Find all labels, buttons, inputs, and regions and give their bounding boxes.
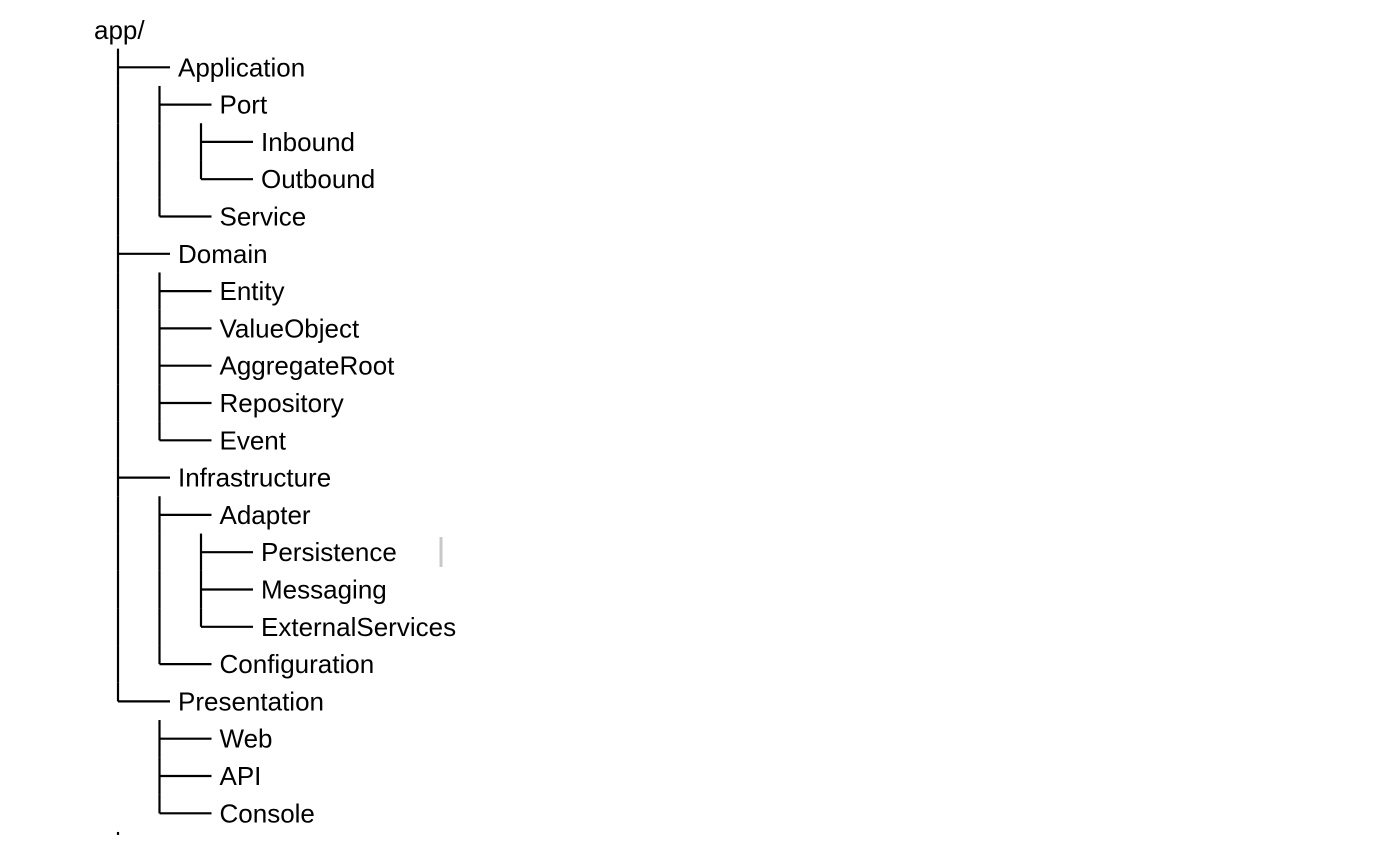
tree-node-label: Presentation [178, 686, 324, 717]
tree-node-label: Inbound [261, 126, 355, 157]
tree-node-label: Messaging [261, 574, 387, 605]
tree-node-label: Console [219, 798, 315, 829]
tree-node-label: Adapter [219, 499, 311, 530]
tree-node-label: Outbound [261, 164, 376, 195]
tree-node-label: Event [219, 425, 286, 456]
tree-node-label: Infrastructure [178, 462, 332, 493]
tree-node-label: AggregateRoot [219, 350, 395, 381]
tree-node-label: Repository [219, 388, 344, 418]
tree-node-label: Port [219, 89, 268, 120]
tree-nodes [118, 49, 456, 835]
tree-node-label: Entity [219, 276, 285, 307]
tree-node-label: Application [178, 52, 306, 83]
tree-node-label: Configuration [219, 649, 375, 680]
tree-node-label: ValueObject [219, 313, 360, 344]
tree-node-label: Web [219, 723, 273, 754]
tree-node-label: Persistence [261, 537, 397, 568]
tree-root-label: app/ [94, 15, 145, 45]
tree-node-label: Service [219, 201, 307, 232]
tree-node-label: Domain [178, 238, 268, 269]
tree-node-label: API [219, 761, 262, 791]
tree-node-label: ExternalServices [261, 611, 457, 642]
